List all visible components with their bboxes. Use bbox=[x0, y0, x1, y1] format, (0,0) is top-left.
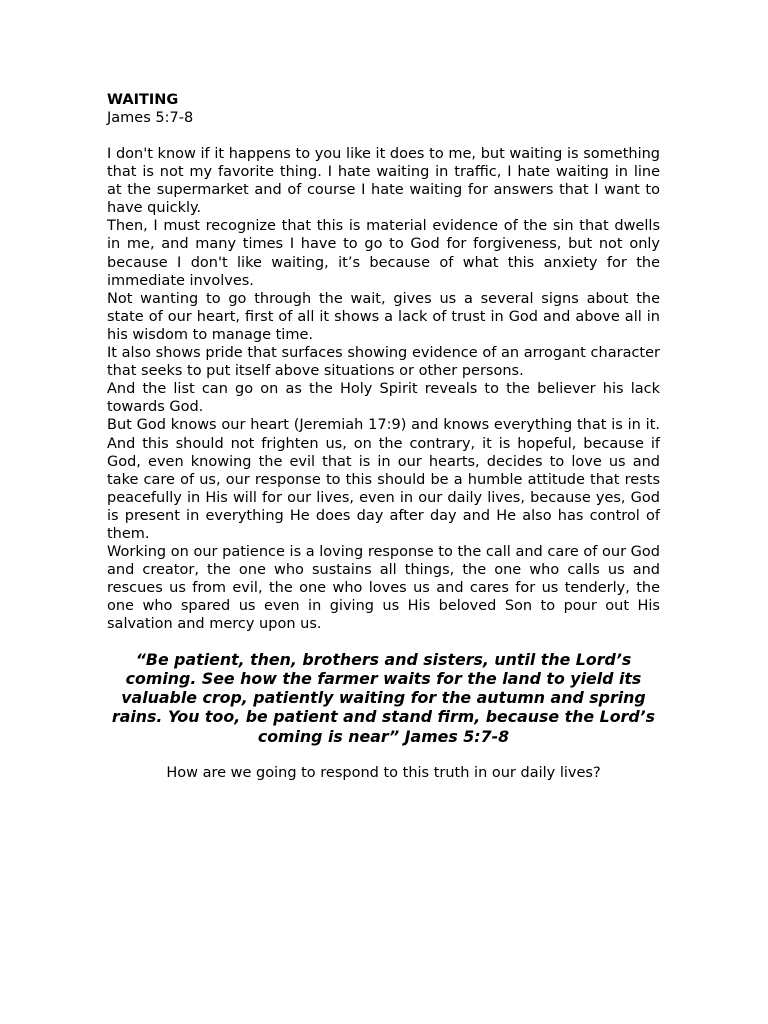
paragraph: Working on our patience is a loving response to the call and care of our God and creator, the one who sustains all things, the one who calls us and rescues us from evil, the one who loves us and cares for us tenderly, the one who spared us even in giving us His beloved Son to pour out His salvation and mercy upon us. bbox=[107, 544, 660, 633]
document-page bbox=[107, 91, 660, 782]
paragraph: Then, I must recognize that this is material evidence of the sin that dwells in me, and many times I have to go to God for forgiveness, but not only because I don't like waiting, it’s because of what this anxiety for the immediate involves. bbox=[107, 218, 660, 289]
scripture-quote: “Be patient, then, brothers and sisters, until the Lord’s coming. See how the farmer waits for the land to yield its valuable crop, patiently waiting for the autumn and spring rains. You too, be patient and stand firm, because the Lord’s coming is near” James 5:7-8 bbox=[111, 649, 656, 746]
paragraph: But God knows our heart (Jeremiah 17:9) and knows everything that is in it. And this should not frighten us, on the contrary, it is hopeful, because if God, even knowing the evil that is in our hearts, decides to love us and take care of us, our response to this should be a humble attitude that rests peacefully in His will for our lives, even in our daily lives, because yes, God is present in everything He does day after day and He also has control of them. bbox=[107, 417, 660, 542]
paragraph: Not wanting to go through the wait, gives us a several signs about the state of our heart, first of all it shows a lack of trust in God and above all in his wisdom to manage time. bbox=[107, 290, 660, 343]
document-title: WAITING bbox=[107, 92, 179, 108]
paragraph: And the list can go on as the Holy Spirit reveals to the believer his lack towards God. bbox=[107, 381, 660, 416]
closing-question: How are we going to respond to this truth in our daily lives? bbox=[166, 765, 601, 782]
paragraph: It also shows pride that surfaces showing evidence of an arrogant character that seeks to put itself above situations or other persons. bbox=[107, 345, 660, 380]
paragraph: I don't know if it happens to you like it does to me, but waiting is something that is not my favorite thing. I hate waiting in traffic, I hate waiting in line at the supermarket and of course I hate waiting for answers that I want to have quickly. bbox=[107, 146, 660, 217]
scripture-reference: James 5:7-8 bbox=[107, 110, 194, 126]
